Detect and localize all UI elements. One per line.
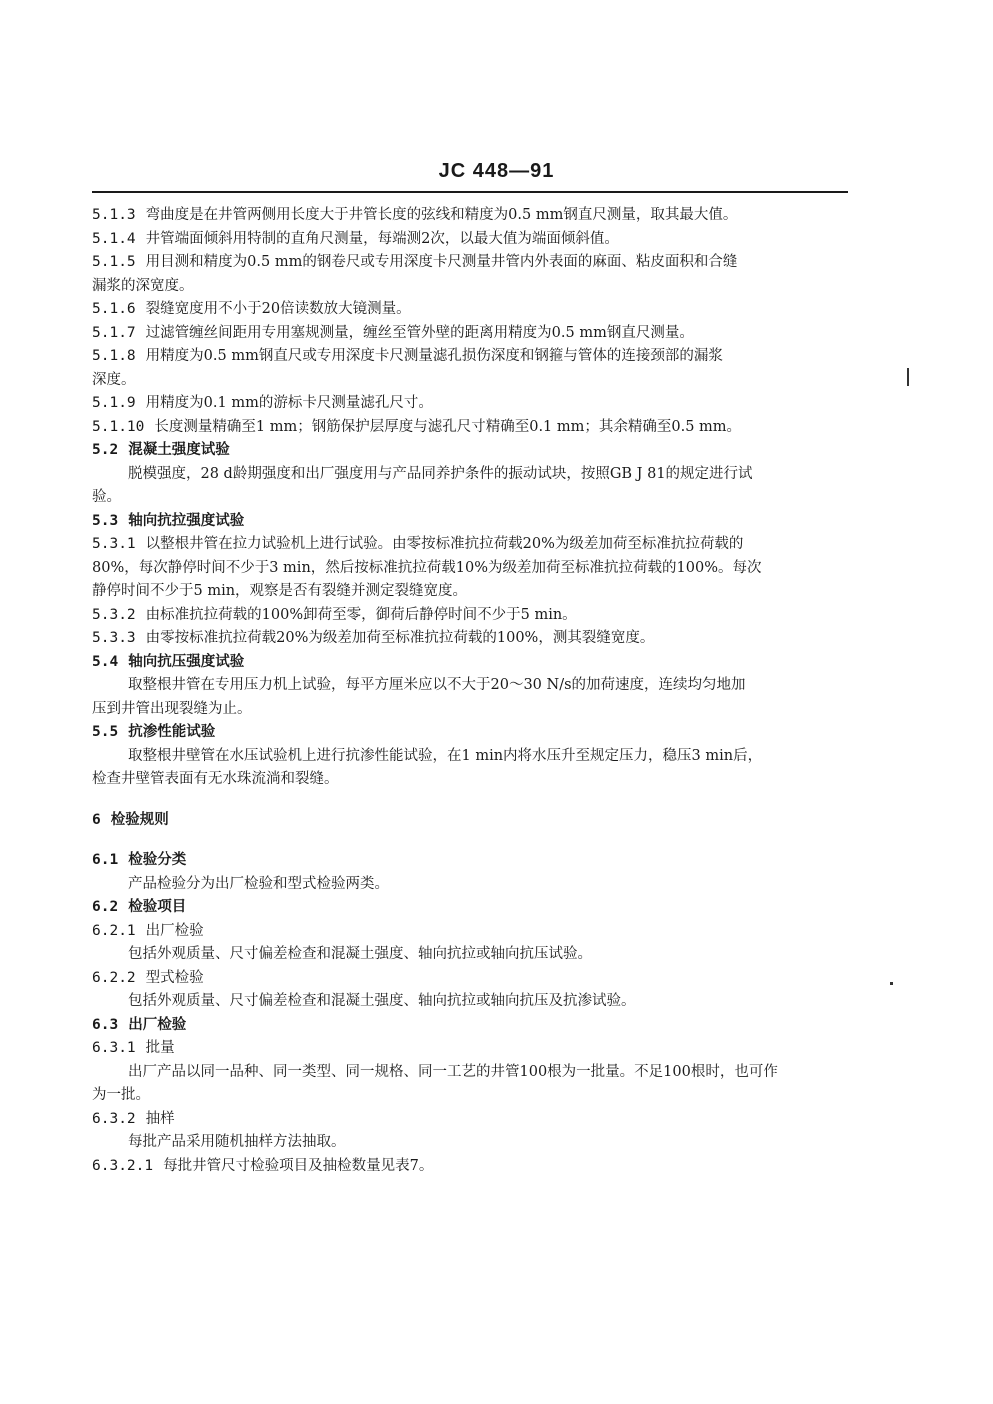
heading-6-3: 6.3 出厂检验 [92, 1016, 187, 1033]
clause-5-2-body: 脱模强度，28 d龄期强度和出厂强度用与产品同养护条件的振动试块，按照GB J 81的规定进行试 [128, 465, 753, 482]
heading-6-2: 6.2 检验项目 [92, 899, 187, 915]
clause-5-1-5-cont: 漏浆的深宽度。 [92, 277, 194, 294]
clause-5-1-9: 5.1.9 用精度为0.1 mm的游标卡尺测量滤孔尺寸。 [92, 395, 433, 411]
clause-5-1-6: 5.1.6 裂缝宽度用不小于20倍读数放大镜测量。 [92, 301, 411, 317]
clause-5-3-3: 5.3.3 由零按标准抗拉荷载20%为级差加荷至标准抗拉荷载的100%，测其裂缝宽度。 [92, 630, 655, 646]
clause-6-3-1-body: 出厂产品以同一品种、同一类型、同一规格、同一工艺的井管100根为一批量。不足100根时，也可作 [128, 1063, 778, 1080]
clause-5-3-1: 5.3.1 以整根井管在拉力试验机上进行试验。由零按标准抗拉荷载20%为级差加荷至标准抗拉荷载的 [92, 536, 744, 552]
clause-5-3-2: 5.3.2 由标准抗拉荷载的100%卸荷至零，御荷后静停时间不少于5 min。 [92, 606, 577, 623]
heading-6-1: 6.1 检验分类 [92, 852, 187, 868]
clause-6-3-1-body-cont: 为一批。 [92, 1087, 150, 1103]
clause-5-4-body: 取整根井管在专用压力机上试验，每平方厘米应以不大于20～30 N/s的加荷速度，连续均匀地加 [128, 677, 746, 693]
heading-6-2-2: 6.2.2 型式检验 [92, 969, 204, 986]
scan-mark [907, 368, 909, 386]
heading-6-3-1: 6.3.1 批量 [92, 1040, 175, 1056]
document-body [92, 204, 848, 1178]
clause-6-3-2-body: 每批产品采用随机抽样方法抽取。 [128, 1134, 346, 1150]
heading-6-3-2: 6.3.2 抽样 [92, 1110, 175, 1127]
clause-5-2-body-cont: 验。 [92, 489, 121, 505]
scan-mark [890, 982, 893, 985]
clause-6-3-2-1: 6.3.2.1 每批井管尺寸检验项目及抽检数量见表7。 [92, 1157, 434, 1174]
heading-6-2-1: 6.2.1 出厂检验 [92, 922, 204, 939]
heading-5-5: 5.5 抗渗性能试验 [92, 724, 216, 740]
clause-5-1-5: 5.1.5 用目测和精度为0.5 mm的钢卷尺或专用深度卡尺测量井管内外表面的麻面、粘皮面积和合缝 [92, 254, 738, 270]
heading-5-3: 5.3 轴向抗拉强度试验 [92, 512, 245, 529]
clause-5-1-7: 5.1.7 过滤管缠丝间距用专用塞规测量，缠丝至管外壁的距离用精度为0.5 mm钢直尺测量。 [92, 324, 694, 341]
heading-5-4: 5.4 轴向抗压强度试验 [92, 653, 245, 670]
clause-5-5-body: 取整根井壁管在水压试验机上进行抗渗性能试验，在1 min内将水压升至规定压力，稳压3 min后， [128, 747, 763, 764]
clause-5-1-8-cont: 深度。 [92, 371, 136, 388]
page-header: JC 448—91 [438, 160, 555, 182]
spacer [92, 792, 848, 809]
clause-5-1-4: 5.1.4 井管端面倾斜用特制的直角尺测量，每端测2次，以最大值为端面倾斜值。 [92, 230, 619, 247]
clause-6-2-1-body: 包括外观质量、尺寸偏差检查和混凝土强度、轴向抗拉或轴向抗压试验。 [128, 946, 592, 962]
clause-5-1-3: 5.1.3 弯曲度是在井管两侧用长度大于井管长度的弦线和精度为0.5 mm钢直尺测量，取其最大值。 [92, 207, 738, 223]
clause-5-3-1-cont1: 80%，每次静停时间不少于3 min，然后按标准抗拉荷载10%为级差加荷至标准抗拉荷载的100%。每次 [92, 559, 762, 576]
header-rule [92, 191, 848, 193]
clause-5-1-8: 5.1.8 用精度为0.5 mm钢直尺或专用深度卡尺测量滤孔损伤深度和钢箍与管体的连接颈部的漏浆 [92, 348, 723, 364]
spacer [92, 832, 848, 849]
clause-5-4-body-cont: 压到井管出现裂缝为止。 [92, 700, 252, 717]
clause-6-2-2-body: 包括外观质量、尺寸偏差检查和混凝土强度、轴向抗拉或轴向抗压及抗渗试验。 [128, 993, 636, 1009]
clause-5-3-1-cont2: 静停时间不少于5 min，观察是否有裂缝并测定裂缝宽度。 [92, 583, 468, 599]
heading-5-2: 5.2 混凝土强度试验 [92, 442, 230, 458]
heading-6: 6 检验规则 [92, 811, 169, 828]
clause-5-5-body-cont: 检查井壁管表面有无水珠流淌和裂缝。 [92, 771, 339, 787]
clause-5-1-10: 5.1.10 长度测量精确至1 mm；钢筋保护层厚度与滤孔尺寸精确至0.1 mm；其余精确至0.5 mm。 [92, 418, 742, 435]
clause-6-1-body: 产品检验分为出厂检验和型式检验两类。 [128, 875, 389, 892]
